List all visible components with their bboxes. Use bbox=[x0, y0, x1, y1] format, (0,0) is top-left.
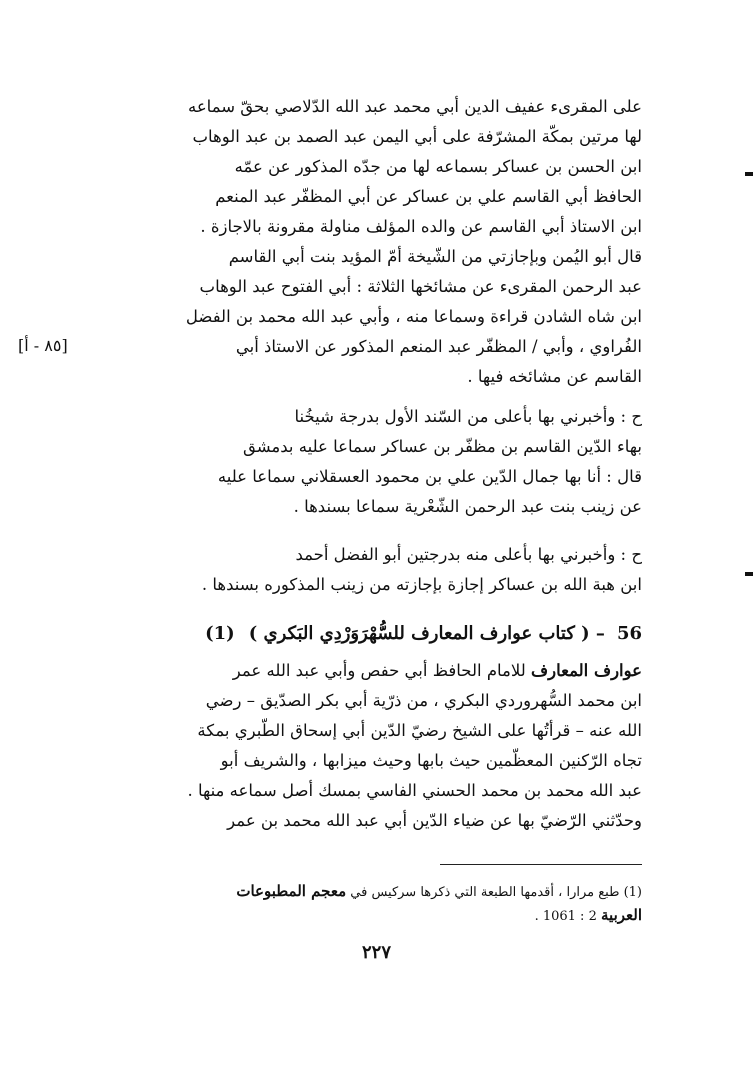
footnote-divider bbox=[440, 864, 642, 865]
text-segment: للامام الحافظ أبي حفص وأبي عبد الله عمر bbox=[232, 661, 532, 680]
text-line: قال : أنا بها جمال الدّين علي بن محمود العسقلاني سماعا عليه bbox=[217, 467, 642, 486]
text-line: ابن شاه الشادن قراءة وسماعا منه ، وأبي عبد الله محمد بن الفضل bbox=[185, 307, 642, 326]
section-number: 56 bbox=[616, 622, 642, 644]
section-title: – ( كتاب عوارف المعارف للسُّهْرَوَرْدِي البَكري ) bbox=[248, 622, 605, 644]
text-line: عبد الرحمن المقرىء عن مشائخها الثلاثة : أبي الفتوح عبد الوهاب bbox=[199, 277, 642, 296]
margin-folio-reference: [٨٥ - أ] bbox=[18, 336, 68, 355]
footnote-citation: 2 : 1061 . bbox=[534, 909, 597, 924]
text-line: عبد الله محمد بن محمد الحسني الفاسي بمسك أصل سماعه منها . bbox=[187, 781, 642, 800]
text-line: القاسم عن مشائخه فيها . bbox=[467, 367, 642, 386]
text-line: قال أبو اليُمن وبإجازتي من الشّيخة أمّ المؤيد بنت أبي القاسم bbox=[228, 247, 642, 266]
text-line: ابن الحسن بن عساكر بسماعه لها من جدّه المذكور عن عمّه bbox=[234, 157, 642, 176]
footnote-bold-title: معجم المطبوعات bbox=[236, 882, 347, 900]
lead-term: عوارف المعارف bbox=[531, 661, 642, 680]
page-number: ٢٢٧ bbox=[361, 942, 391, 963]
text-line: الحافظ أبي القاسم علي بن عساكر عن أبي المظفّر عبد المنعم bbox=[215, 187, 642, 206]
text-line: وحدّثني الرّضيّ بها عن ضياء الدّين أبي عبد الله محمد بن عمر bbox=[227, 811, 642, 830]
paragraph-awarif bbox=[112, 656, 642, 836]
text-line: ابن هبة الله بن عساكر إجازة بإجازته من زينب المذكوره بسندها . bbox=[201, 575, 642, 594]
footnote-bold-title: العربية bbox=[601, 906, 642, 924]
text-line: ابن الاستاذ أبي القاسم عن والده المؤلف مناولة مقرونة بالاجازة . bbox=[200, 217, 642, 236]
text-line: الفُراوي ، وأبي / المظفّر عبد المنعم المذكور عن الاستاذ أبي bbox=[235, 337, 642, 356]
footnote-line bbox=[112, 904, 642, 928]
paragraph-isnad-1 bbox=[112, 92, 642, 392]
footnote-marker: (1) bbox=[623, 885, 642, 900]
paragraph-isnad-3 bbox=[112, 540, 642, 600]
section-heading bbox=[112, 616, 642, 650]
text-line: بهاء الدّين القاسم بن مظفّر بن عساكر سماعا عليه بدمشق bbox=[242, 437, 642, 456]
text-line: على المقرىء عفيف الدين أبي محمد عبد الله الدّلاصي بحقّ سماعه bbox=[187, 97, 642, 116]
text-line: الله عنه – قرأتُها على الشيخ رضيّ الدّين أبي إسحاق الطّبري بمكة bbox=[197, 721, 642, 740]
footnote-text: طبع مرارا ، أقدمها الطبعة التي ذكرها سركيس في bbox=[350, 885, 620, 900]
text-line: ح : وأخبرني بها بأعلى منه بدرجتين أبو الفضل أحمد bbox=[295, 545, 642, 564]
text-line: لها مرتين بمكّة المشرّفة على أبي اليمن عبد الصمد بن عبد الوهاب bbox=[192, 127, 642, 146]
page-edge-mark bbox=[745, 572, 753, 576]
footnote bbox=[112, 880, 642, 928]
text-line: عن زينب بنت عبد الرحمن الشّعْرية سماعا بسندها . bbox=[293, 497, 642, 516]
text-line bbox=[112, 656, 642, 686]
footnote-line bbox=[112, 880, 642, 904]
text-line: ابن محمد السُّهروردي البكري ، من ذرّية أبي بكر الصدّيق – رضي bbox=[205, 691, 642, 710]
footnote-reference: (1) bbox=[205, 622, 235, 644]
text-line: تجاه الرّكنين المعظّمين حيث بابها وحيث ميزابها ، والشريف أبو bbox=[220, 751, 642, 770]
text-line: ح : وأخبرني بها بأعلى من السّند الأول بدرجة شيخُنا bbox=[294, 407, 642, 426]
paragraph-isnad-2 bbox=[112, 402, 642, 522]
page-edge-mark bbox=[745, 172, 753, 176]
